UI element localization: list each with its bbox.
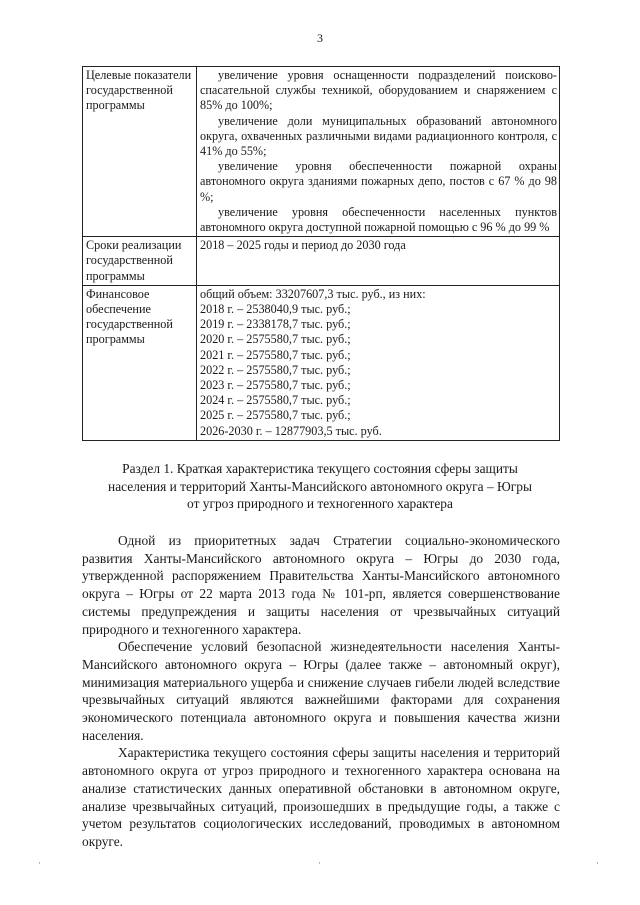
target-indicator: увеличение уровня обеспеченности пожарной охраны автономного округа зданиями пожарных депо, постов с 67 % до 98 %; <box>200 159 557 204</box>
scan-mark: · <box>596 858 599 868</box>
target-indicator: увеличение доли муниципальных образований автономного округа, охваченных различными видами радиационного контроля, с 41% до 55%; <box>200 113 557 159</box>
financing-year: 2019 г. – 2338178,7 тыс. руб.; <box>200 317 351 332</box>
table-row-financing <box>83 285 560 440</box>
page-number: 3 <box>317 31 323 45</box>
scan-mark: · <box>38 858 41 868</box>
body-paragraph: Одной из приоритетных задач Стратегии социально-экономического развития Ханты-Мансийского автономного округа – Югры до 2030 года, утвержденной распоряжением Правительства Ханты-Мансийского автономного округа – Югры от 22 марта 2013 года № 101-рп, является совершенствование системы предупреждения и защиты населения от чрезвычайных ситуаций природного и техногенного характера. <box>82 533 560 637</box>
program-passport-table <box>82 66 560 441</box>
section-title-line: Раздел 1. Краткая характеристика текущего состояния сферы защиты <box>122 461 518 476</box>
financing-year: 2026-2030 г. – 12877903,5 тыс. руб. <box>200 423 382 438</box>
table-row-targets <box>83 67 560 237</box>
financing-year: 2021 г. – 2575580,7 тыс. руб.; <box>200 347 351 362</box>
target-indicator: увеличение уровня обеспеченности населенных пунктов автономного округа доступной пожарной помощью с 96 % до 99 % <box>200 204 557 235</box>
financing-year: 2018 г. – 2538040,9 тыс. руб.; <box>200 302 351 317</box>
financing-year: 2024 г. – 2575580,7 тыс. руб.; <box>200 393 351 408</box>
scan-mark: · <box>318 858 321 868</box>
financing-year: 2025 г. – 2575580,7 тыс. руб.; <box>200 408 351 423</box>
financing-year: 2022 г. – 2575580,7 тыс. руб.; <box>200 362 351 377</box>
target-indicator: увеличение уровня оснащенности подразделений поисково-спасательной службы техникой, оборудованием и снаряжением с 85% до 100%; <box>200 68 557 113</box>
implementation-period: 2018 – 2025 годы и период до 2030 года <box>200 238 406 253</box>
body-paragraph: Обеспечение условий безопасной жизнедеятельности населения Ханты-Мансийского автономного округа – Югры (далее также – автономный округ), минимизация материального ущерба и снижение случаев гибели людей вследствие чрезвычайных ситуаций являются важнейшими факторами для сохранения экономического потенциала автономного округа и повышения качества жизни населения. <box>82 639 560 743</box>
section-title-line: от угроз природного и техногенного характера <box>187 496 453 511</box>
row-label: Целевые показатели государственной программы <box>83 67 197 237</box>
section-title <box>60 460 580 513</box>
row-value <box>197 67 560 237</box>
section-body <box>82 532 560 851</box>
row-value <box>197 237 560 286</box>
row-label: Сроки реализации государственной программы <box>83 237 197 286</box>
financing-total: общий объем: 33207607,3 тыс. руб., из них: <box>200 286 426 301</box>
body-paragraph: Характеристика текущего состояния сферы защиты населения и территорий автономного округа от угроз природного и техногенного характера основана на анализе статистических данных оперативной обстановки в автономном округе, анализе чрезвычайных ситуаций, произошедших в предыдущие годы, а также с учетом результатов социологических исследований, проводимых в автономном округе. <box>82 745 560 849</box>
row-value <box>197 285 560 440</box>
row-label: Финансовое обеспечение государственной программы <box>83 285 197 440</box>
section-title-line: населения и территорий Ханты-Мансийского автономного округа – Югры <box>108 478 532 494</box>
financing-year: 2020 г. – 2575580,7 тыс. руб.; <box>200 332 351 347</box>
financing-year: 2023 г. – 2575580,7 тыс. руб.; <box>200 378 351 393</box>
table-row-terms <box>83 237 560 286</box>
